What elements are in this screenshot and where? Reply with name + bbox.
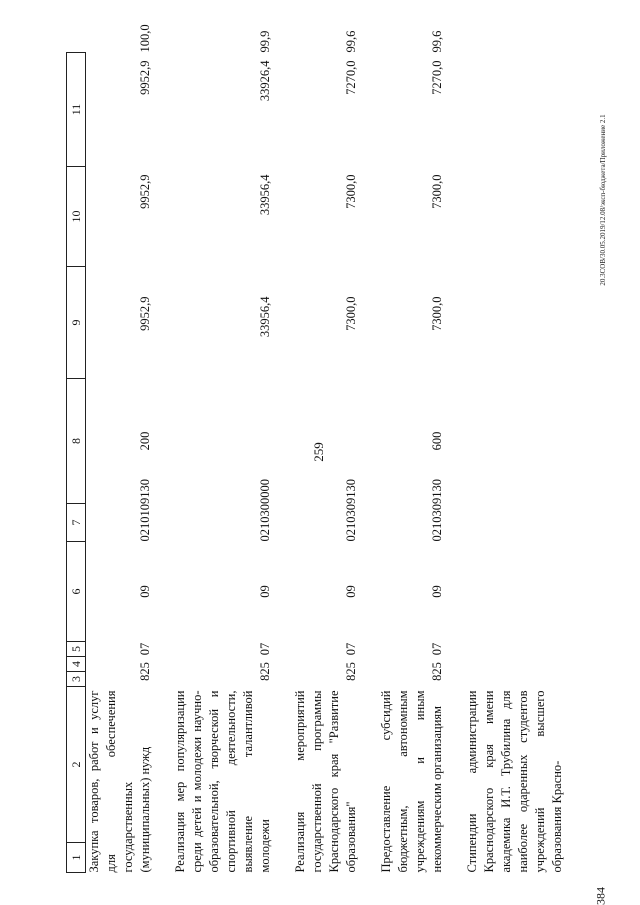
row-col9: 7300,0	[344, 174, 358, 209]
row-pr: 09	[138, 585, 152, 598]
row-ved: 825	[138, 662, 152, 681]
row-col8: 7300,0	[430, 296, 444, 331]
row-pr: 09	[344, 585, 358, 598]
table-header-row	[67, 53, 86, 873]
row-col8: 9952,9	[138, 296, 152, 331]
row-rz: 07	[430, 642, 444, 656]
row-col10: 33926,4	[258, 60, 272, 102]
row-col10	[446, 53, 566, 167]
row-pr	[446, 542, 566, 642]
row-col8: 7300,0	[344, 296, 358, 331]
column-header: 1	[67, 843, 86, 873]
row-col10: 7270,0	[430, 60, 444, 95]
row-pr: 09	[258, 585, 272, 598]
document-footer-note: 20.3СОВ/30.05.2019/12.08/эксп-бюджета/Приложение 2.1	[599, 114, 607, 286]
column-header: 10	[67, 167, 86, 267]
table-row: Предоставление субсидий бюджетным, автономным учреждениям и иным некоммерческим организациям 825 07 09 0210309130 600 7300,0 7300,0 7270,0 99,6	[360, 53, 446, 873]
row-ved: 825	[344, 662, 358, 681]
column-header: 11	[67, 53, 86, 167]
row-ved: 825	[430, 662, 444, 681]
row-rz: 07	[138, 642, 152, 656]
row-col9	[446, 167, 566, 267]
row-name: Закупка товаров, работ и услуг для обеспечения государственных (муниципальных) нужд	[87, 690, 152, 873]
row-name: Реализация мероприятий государственной программы Краснодарского края "Развитие образования"	[293, 690, 358, 873]
budget-table-container	[66, 24, 606, 873]
row-rz: 07	[258, 642, 272, 656]
column-header: 4	[67, 657, 86, 672]
corner-page-mark: 384	[593, 887, 608, 905]
column-header: 2	[67, 687, 86, 843]
table-row: Реализация мер популяризации среди детей и молодежи научно-образовательной, творческой и спортивной деятельности, выявление талантливой молодежи 825 07 09 0210300000 33956,4 33956,4 33926,4 99,9	[154, 53, 274, 873]
row-pr: 09	[430, 585, 444, 598]
row-csr: 0210309130	[344, 479, 358, 542]
column-header: 5	[67, 642, 86, 657]
row-rz: 07	[344, 642, 358, 656]
row-rz	[446, 642, 566, 657]
row-name: Реализация мер популяризации среди детей и молодежи научно-образовательной, творческой и спортивной деятельности, выявление талантливой молодежи	[173, 690, 272, 873]
row-vr: 600	[430, 431, 444, 451]
row-csr	[446, 504, 566, 542]
row-ved: 825	[258, 662, 272, 681]
column-header: 3	[67, 672, 86, 687]
budget-table	[66, 24, 566, 874]
table-row	[446, 53, 566, 873]
row-col9: 33956,4	[258, 174, 272, 216]
table-row: Реализация мероприятий государственной программы Краснодарского края "Развитие образования" 825 07 09 0210309130 7300,0 7300,0 7270,0 99,6	[274, 53, 360, 873]
row-col10: 9952,9	[138, 60, 152, 95]
row-col9: 9952,9	[138, 174, 152, 209]
row-csr: 0210309130	[430, 479, 444, 542]
row-name: Стипендии администрации Краснодарского края имени академика И.Т. Трубилина для наиболее одаренных студентов учреждений высшего образования Красно-	[465, 690, 564, 873]
row-vr	[154, 379, 274, 504]
row-col10: 7270,0	[344, 60, 358, 95]
row-vr: 200	[138, 431, 152, 451]
page-number: 259	[311, 442, 326, 462]
row-col8	[446, 267, 566, 379]
column-header: 8	[67, 379, 86, 504]
column-header: 6	[67, 542, 86, 642]
row-name: Предоставление субсидий бюджетным, автономным учреждениям и иным некоммерческим организациям	[379, 690, 444, 873]
row-ved	[446, 657, 566, 687]
table-row: Закупка товаров, работ и услуг для обеспечения государственных (муниципальных) нужд 825 07 09 0210109130 200 9952,9 9952,9 9952,9 100,0	[87, 24, 152, 873]
row-csr: 0210109130	[138, 479, 152, 542]
row-col8: 33956,4	[258, 296, 272, 338]
column-header: 7	[67, 504, 86, 542]
column-header: 9	[67, 267, 86, 379]
row-col9: 7300,0	[430, 174, 444, 209]
row-csr: 0210300000	[258, 479, 272, 542]
row-vr	[446, 379, 566, 504]
